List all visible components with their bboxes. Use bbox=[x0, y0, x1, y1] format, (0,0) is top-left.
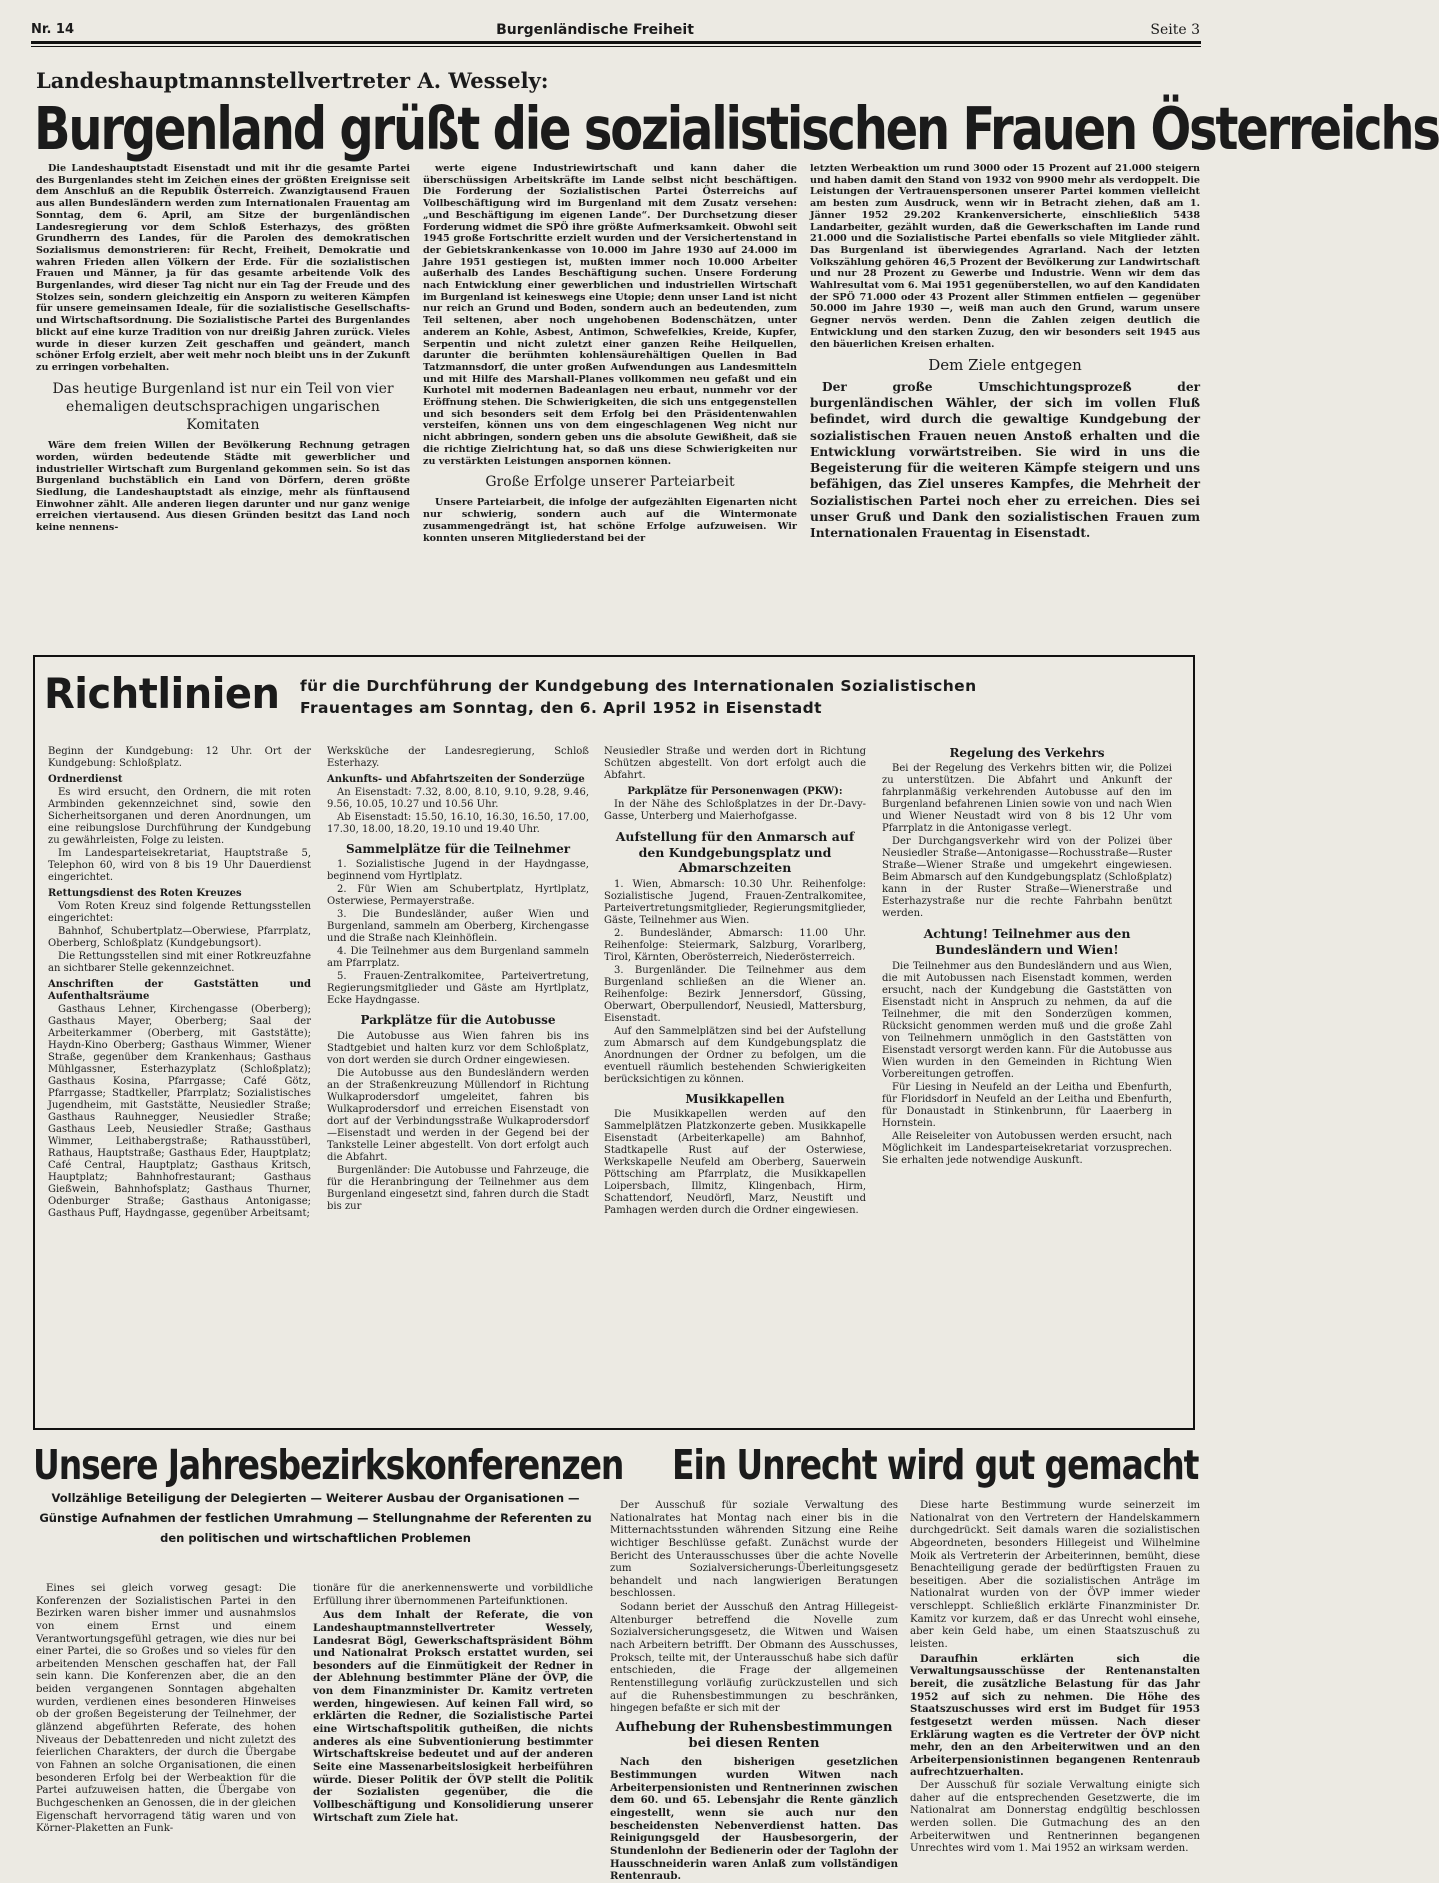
rl-c1-heading-2: Rettungsdienst des Roten Kreuzes bbox=[48, 888, 242, 899]
rl-c4-heading-1: Regelung des Verkehrs bbox=[949, 746, 1105, 760]
jahres-column-1 bbox=[36, 1583, 296, 1835]
lead-col3-text: letzten Werbeaktion um rund 3000 oder 15 Prozent auf 21.000 steigern und haben damit den Stand von 1932 von 9900 mehr als verdoppelt. Die Leistungen der Vertrauenspersonen unserer Partei kommen vielleicht am besten zum Ausdruck, wenn wir in Betracht ziehen, daß am 1. Jänner 1952 29.202 Krankenversicherte, einschließlich 5438 Landarbeiter, gezählt wurden, daß die Gewerkschaften im Lande rund 21.000 und die Sozialistische Partei ebenfalls so viele Mitglieder zählt. Das Burgenland ist überwiegendes Agrarland. Nach der letzten Volkszählung gehören 46,5 Prozent der Bevölkerung zur Landwirtschaft und nur 28 Prozent zu Gewerbe und Industrie. Wenn wir dem das Wahlresultat vom 6. Mai 1951 gegenüberstellen, wo auf den Kandidaten der SPÖ 71.000 oder 43 Prozent aller Stimmen entfielen — gegenüber 50.000 im Jahre 1930 —, weiß man auch den Grund, warum unsere Gegner nervös werden. Denn die Zahlen zeigen deutlich die Entwicklung und den starken Zuzug, den wir besonders seit 1945 aus den bäuerlichen Kreisen erhalten. bbox=[810, 163, 1200, 350]
page-number: Seite 3 bbox=[1150, 22, 1200, 38]
rl-c4-heading-2: Achtung! Teilnehmer aus den Bundesländern und Wien! bbox=[923, 926, 1131, 958]
rl-c1-text-6: Gasthaus Lehner, Kirchengasse (Oberberg); Gasthaus Mayer, Oberberg; Saal der Arbeiterkammer (Oberberg, mit Gaststätte); Haydn-Kino Oberberg; Gasthaus Wimmer, Wiener Straße, gegenüber dem Krankenhaus; Gasthaus Mühlgassner, Esterhazyplatz (Schloßplatz); Gasthaus Kosina, Pfarrgasse; Café Götz, Pfarrgasse; Stadtkeller, Pfarrplatz; Sozialistisches Jugendheim, mit Gaststätte, Neusiedler Straße; Gasthaus Rauhnegger, Neusiedler Straße; Gasthaus Leeb, Neusiedler Straße; Gasthaus Wimmer, Leithabergstraße; Rathausstüberl, Rathaus, Hauptstraße; Gasthaus Eder, Hauptplatz; Café Central, Hauptplatz; Gasthaus Kritsch, Hauptplatz; Bahnhofrestaurant; Gasthaus Gießwein, Bahnhofsplatz; Gasthaus Thurner, Odenburger Straße; Gasthaus Antonigasse; Gasthaus Puff, Haydngasse, gegenüber Arbeitsamt; bbox=[48, 1004, 311, 1219]
rl-c3-text-1: Neusiedler Straße und werden dort in Richtung Schützen abgestellt. Von dort erfolgt auch die Abfahrt. bbox=[604, 746, 866, 781]
rl-c4-text-5: Alle Reiseleiter von Autobussen werden ersucht, nach Möglichkeit im Landesparteisekretariat vorzusprechen. Sie erhalten jede notwendige Auskunft. bbox=[882, 1130, 1172, 1166]
rl-c2-text-3: Ab Eisenstadt: 15.50, 16.10, 16.30, 16.50, 17.00, 17.30, 18.00, 18.20, 19.10 und 19.40 Uhr. bbox=[327, 812, 589, 835]
rl-c2-text-9: Die Autobusse aus Wien fahren bis ins Stadtgebiet und halten kurz vor dem Schloßplatz, von dort werden sie durch Ordner eingewiesen. bbox=[327, 1030, 589, 1066]
rl-c4-text-3: Die Teilnehmer aus den Bundesländern und aus Wien, die mit Autobussen nach Eisenstadt kommen, werden ersucht, nach der Kundgebung die Gaststätten von Eisenstadt nicht in Anspruch zu nehmen, da auf die Teilnehmer, die mit den Sonderzügen kommen, Rücksicht genommen werden muß und die große Zahl von Teilnehmern unmöglich in den Gaststätten von Eisenstadt versorgt werden kann. Für die Autobusse aus Wien wurden in den Gemeinden in Richtung Wien Vorbereitungen getroffen. bbox=[882, 960, 1172, 1080]
rl-c3-text-5: 3. Burgenländer. Die Teilnehmer aus dem Burgenland schließen an die Wiener an. Reihenfolge: Bezirk Jennersdorf, Güssing, Oberwart, Oberpullendorf, Neusiedl, Mattersburg, Eisenstadt. bbox=[604, 964, 866, 1024]
lead-col1-text: Die Landeshauptstadt Eisenstadt und mit ihr die gesamte Partei des Burgenlandes steht im Zeichen eines der größten Ereignisse seit dem Anschluß an die Republik Österreich. Zwanzigtausend Frauen aus allen Bundesländern werden zum Internationalen Frauentag am Sonntag, dem 6. April, am Sitze der burgenländischen Landesregierung vor dem Schloß Esterhazys, des größten Grundherrn des Landes, für die Parolen des demokratischen Sozialismus demonstrieren: für Recht, Freiheit, Demokratie und wahren Frieden allen Völkern der Erde. Für die sozialistischen Frauen und Männer, ja für das gesamte arbeitende Volk des Burgenlandes, wird dieser Tag nicht nur ein Tag der Freude und des Stolzes sein, sondern gleichzeitig ein Ansporn zu weiteren Kämpfen für unsere gemeinsamen Ideale, für die sozialistische Gesellschafts- und Wirtschaftsordnung. Die Sozialistische Partei des Burgenlandes blickt auf eine kurze Tradition von nur dreißig Jahren zurück. Vieles wurde in dieser kurzen Zeit geschaffen und geändert, manch schöner Erfolg erzielt, aber weit mehr noch bleibt uns in der Zukunft zu erringen vorbehalten. bbox=[36, 163, 410, 373]
rl-c1-text-1: Es wird ersucht, den Ordnern, die mit roten Armbinden gekennzeichnet sind, sowie den Sicherheitsorganen und deren Anordnungen, um eine reibungslose Durchführung der Kundgebung zu gewährleisten, Folge zu leisten. bbox=[48, 787, 311, 846]
rl-c1-text-5: Die Rettungsstellen sind mit einer Rotkreuzfahne an sichtbarer Stelle gekennzeichnet. bbox=[48, 951, 311, 974]
jahres-deck: Vollzählige Beteiligung der Delegierten — Weiterer Ausbau der Organisationen — Günstige Aufnahmen der festlichen Umrahmung — Stellungnahme der Referenten zu den politischen und wirtschaftlichen Problemen bbox=[39, 1491, 592, 1546]
lead-column-3 bbox=[810, 163, 1200, 628]
jahres-col2a-text: tionäre für die anerkennenswerte und vorbildliche Erfüllung ihrer übernommenen Parteifunktionen. bbox=[313, 1583, 593, 1607]
unrecht-col1b-text: Sodann beriet der Ausschuß den Antrag Hillegeist-Altenburger betreffend die Novelle zum Sozialversicherungsgesetz, die Witwen und Waisen nach Arbeitern betrifft. Der Obmann des Ausschusses, Proksch, teilte mit, der Unterausschuß habe sich dafür entschieden, die Frage der allgemeinen Rentenstillegung vorläufig zurückzustellen und sich auf die Ruhensbestimmungen zu beschränken, hingegen befaßte er sich mit der bbox=[610, 1602, 898, 1715]
rl-c2-text-1: Werksküche der Landesregierung, Schloß Esterhazy. bbox=[327, 746, 589, 769]
rl-c1-text-4: Bahnhof, Schubertplatz—Oberwiese, Pfarrplatz, Oberberg, Schloßplatz (Kundgebungsort). bbox=[48, 926, 311, 949]
rl-c3-text-7: Die Musikkapellen werden auf den Sammelplätzen Platzkonzerte geben. Musikkapelle Eisenstadt (Arbeiterkapelle) am Bahnhof, Stadtkapelle Rust auf der Osterwiese, Werkskapelle Neufeld am Oberberg, Sauerwein Pöttsching am Pfarrplatz, die Musikkapellen Loipersbach, Illmitz, Klingenbach, Hirm, Schattendorf, Neudörfl, Marz, Neustift und Pamhagen werden durch die Ordner eingewiesen. bbox=[604, 1109, 866, 1217]
richtlinien-column-2 bbox=[327, 746, 589, 1422]
rl-c2-text-5: 2. Für Wien am Schubertplatz, Hyrtlplatz, Osterwiese, Permayerstraße. bbox=[327, 884, 589, 908]
rl-c2-text-8: 5. Frauen-Zentralkomitee, Parteivertretung, Regierungsmitglieder und Gäste am Hyrtlplatz, Ecke Haydngasse. bbox=[327, 971, 589, 1007]
richtlinien-subtitle bbox=[300, 675, 1180, 720]
rl-c4-text-2: Der Durchgangsverkehr wird von der Polizei über Neusiedler Straße—Antonigasse—Rochusstraße—Ruster Straße—Wiener Straße und umgekehrt eingewiesen. Beim Abmarsch auf den Kundgebungsplatz (Schloßplatz) kann in der Ruster Straße—Wienerstraße und Esterhazystraße nur die rechte Fahrbahn benützt werden. bbox=[882, 836, 1172, 920]
rl-c1-heading-3: Anschriften der Gaststätten und Aufenthaltsräume bbox=[48, 979, 311, 1002]
richtlinien-column-1 bbox=[48, 746, 311, 1422]
rl-c3-heading-3: Musikkapellen bbox=[685, 1091, 785, 1106]
masthead-rule bbox=[31, 41, 1201, 44]
issue-number: Nr. 14 bbox=[31, 22, 74, 37]
rl-c1-text-2: Im Landesparteisekretariat, Hauptstraße 5, Telephon 60, wird von 8 bis 19 Uhr Dauerdienst eingerichtet. bbox=[48, 848, 311, 883]
rl-c2-text-7: 4. Die Teilnehmer aus dem Burgenland sammeln am Pfarrplatz. bbox=[327, 946, 589, 970]
rl-c1-intro: Beginn der Kundgebung: 12 Uhr. Ort der Kundgebung: Schloßplatz. bbox=[48, 746, 311, 769]
rl-c2-text-6: 3. Die Bundesländer, außer Wien und Burgenland, sammeln am Oberberg, Kirchengasse und die Straße nach Kleinhöflein. bbox=[327, 909, 589, 945]
rl-c2-heading-1: Ankunfts- und Abfahrtszeiten der Sonderzüge bbox=[327, 774, 585, 785]
unrecht-headline: Ein Unrecht wird gut gemacht bbox=[672, 1440, 1199, 1489]
lead-subhead-1: Das heutige Burgenland ist nur ein Teil von vier ehemaligen deutschsprachigen ungarischen Komitaten bbox=[52, 380, 394, 434]
rl-c4-text-4: Für Liesing in Neufeld an der Leitha und Ebenfurth, für Floridsdorf in Neufeld an der Leitha und Ebenfurth, für Donaustadt in Stinkenbrunn, für Laaerberg in Hornstein. bbox=[882, 1081, 1172, 1129]
rl-c3-text-6: Auf den Sammelplätzen sind bei der Aufstellung zum Abmarsch auf dem Kundgebungsplatz die Anordnungen der Ordner zu befolgen, um die eventuell räumlich bestehenden Schwierigkeiten berücksichtigen zu können. bbox=[604, 1025, 866, 1085]
rl-c2-text-4: 1. Sozialistische Jugend in der Haydngasse, beginnend vom Hyrtlplatz. bbox=[327, 859, 589, 883]
rl-c3-heading-1: Parkplätze für Personenwagen (PKW): bbox=[627, 786, 843, 797]
rl-c2-text-10: Die Autobusse aus den Bundesländern werden an der Straßenkreuzung Müllendorf in Richtung Wulkaprodersdorf umgeleitet, fahren bis Wulkaprodersdorf und erreichen Eisenstadt von dort auf der Verbindungsstraße Wulkaprodersdorf—Eisenstadt und werden in der Gegend bei der Tankstelle Leiner abgestellt. Von dort erfolgt auch die Abfahrt. bbox=[327, 1067, 589, 1163]
rl-c3-text-2: In der Nähe des Schloßplatzes in der Dr.-Davy-Gasse, Unterberg und Maierhofgasse. bbox=[604, 799, 866, 822]
unrecht-column-2 bbox=[910, 1500, 1200, 1855]
unrecht-col1-text: Der Ausschuß für soziale Verwaltung des Nationalrates hat Montag nach einer bis in die Mitternachtsstunden währenden Sitzung eine Reihe wichtiger Beschlüsse gefaßt. Zunächst wurde der Bericht des Unterausschusses über die achte Novelle zum Sozialversicherungs-Überleitungsgesetz behandelt und nach langwierigen Beratungen beschlossen. bbox=[610, 1500, 898, 1600]
rl-c1-text-3: Vom Roten Kreuz sind folgende Rettungsstellen eingerichtet: bbox=[48, 901, 311, 924]
masthead-rule-thin bbox=[31, 46, 1201, 47]
jahres-col2b-text: Aus dem Inhalt der Referate, die von Landeshauptmannstellvertreter Wessely, Landesrat Bögl, Gewerkschaftspräsident Böhm und Nationalrat Proksch erstattet wurden, sei besonders auf die Einmütigkeit der Redner in der Ablehnung bestimmter Pläne der ÖVP, die von dem Finanzminister Dr. Kamitz vertreten werden, hingewiesen. Auf keinen Fall wird, so erklärten die Redner, die Sozialistische Partei eine Wirtschaftspolitik gutheißen, die nichts anderes als eine Subventionierung bestimmter Wirtschaftskreise bedeutet und auf der anderen Seite eine Massenarbeitslosigkeit herbeiführen würde. Dieser Politik der ÖVP stellt die Politik der Sozialisten gegenüber, die die Vollbeschäftigung und Konsolidierung unserer Wirtschaft zum Ziele hat. bbox=[313, 1609, 593, 1824]
rl-c2-text-11: Burgenländer: Die Autobusse und Fahrzeuge, die für die Heranbringung der Teilnehmer aus dem Burgenland eingesetzt sind, fahren durch die Stadt bis zur bbox=[327, 1164, 589, 1212]
jahres-column-2 bbox=[313, 1583, 593, 1824]
unrecht-col2c-text: Der Ausschuß für soziale Verwaltung einigte sich daher auf die entsprechenden Gesetzwerte, die im Nationalrat am Donnerstag endgültig beschlossen werden sollen. Die Gutmachung des an den Arbeiterwitwen und Rentnerinnen begangenen Unrechtes wird vom 1. Mai 1952 an wirksam werden. bbox=[910, 1780, 1200, 1855]
lead-subhead-3: Dem Ziele entgegen bbox=[928, 356, 1082, 375]
richtlinien-title: Richtlinien bbox=[44, 670, 280, 719]
rl-c3-heading-2: Aufstellung für den Anmarsch auf den Kundgebungsplatz und Abmarschzeiten bbox=[615, 829, 855, 876]
rl-c1-heading-1: Ordnerdienst bbox=[48, 774, 123, 785]
unrecht-subhead: Aufhebung der Ruhensbestimmungen bei diesen Renten bbox=[615, 1719, 893, 1752]
lead-subhead-2: Große Erfolge unserer Parteiarbeit bbox=[485, 474, 735, 491]
richtlinien-column-3 bbox=[604, 746, 866, 1422]
unrecht-column-1 bbox=[610, 1500, 898, 1883]
unrecht-col1c-text: Nach den bisherigen gesetzlichen Bestimmungen wurden Witwen nach Arbeiterpensionisten und Rentnerinnen zwischen dem 60. und 65. Lebensjahr die Rente gänzlich eingestellt, wenn sie auch nur den bescheidensten Nebenverdienst hatten. Das Reinigungsgeld der Hausbesorgerin, der Stundenlohn der Bedienerin oder der Taglohn der Hausschneiderin waren Anlaß zum vollständigen Rentenraub. bbox=[610, 1756, 898, 1883]
rl-c2-heading-3: Parkplätze für die Autobusse bbox=[360, 1013, 556, 1028]
richtlinien-subtitle-line-1: für die Durchführung der Kundgebung des Internationalen Sozialistischen bbox=[300, 677, 977, 695]
lead-col1b-text: Wäre dem freien Willen der Bevölkerung Rechnung getragen worden, würden bedeutende Städte mit gewerblicher und industrieller Wirtschaft zum Burgenland gekommen sein. So ist das Burgenland buchstäblich ein Land von Dörfern, deren größte Siedlung, die Landeshauptstadt als einzige, mehr als fünftausend Einwohner zählt. Alle anderen liegen darunter und nur ganz wenige erreichen viertausend. Aus diesen Gründen besitzt das Land noch keine nennens- bbox=[36, 440, 410, 534]
rl-c2-heading-2: Sammelplätze für die Teilnehmer bbox=[345, 842, 571, 856]
rl-c3-text-3: 1. Wien, Abmarsch: 10.30 Uhr. Reihenfolge: Sozialistische Jugend, Frauen-Zentralkomitee, Parteivertretungsmitglieder, Regierungsmitglieder, Gäste, Teilnehmer aus Wien. bbox=[604, 878, 866, 926]
lead-col2b-text: Unsere Parteiarbeit, die infolge der aufgezählten Eigenarten nicht nur schwierig, sondern auch auf die Wintermonate zusammengedrängt ist, hat schöne Erfolge aufzuweisen. Wir konnten unseren Mitgliederstand bei der bbox=[423, 497, 797, 544]
lead-kicker: Landeshauptmannstellvertreter A. Wessely: bbox=[36, 68, 549, 93]
rl-c2-text-2: An Eisenstadt: 7.32, 8.00, 8.10, 9.10, 9.28, 9.46, 9.56, 10.05, 10.27 und 10.56 Uhr. bbox=[327, 787, 589, 810]
richtlinien-column-4 bbox=[882, 746, 1172, 1422]
jahres-headline: Unsere Jahresbezirkskonferenzen bbox=[33, 1440, 624, 1489]
rl-c4-text-1: Bei der Regelung des Verkehrs bitten wir, die Polizei zu unterstützen. Die Abfahrt und Ankunft der fahrplanmäßig verkehrenden Autobusse auf den im Burgenland befahrenen Linien sowie von und nach Wien und Wiener Neustadt wird von 8 bis 12 Uhr vom Pfarrplatz in die Antonigasse verlegt. bbox=[882, 763, 1172, 835]
paper-name: Burgenländische Freiheit bbox=[496, 22, 694, 38]
lead-column-2 bbox=[423, 163, 797, 628]
unrecht-col2-text: Diese harte Bestimmung wurde seinerzeit im Nationalrat von den Vertretern der Handelskammern durchgedrückt. Seit damals waren die sozialistischen Abgeordneten, besonders Hillegeist und Wilhelmine Moik als Vertreterin der Arbeiterinnen, bemüht, diese Benachteiligung gerade der bedürftigsten Frauen zu beseitigen. Aber die sozialistischen Anträge im Nationalrat wurden von der ÖVP immer wieder verschleppt. Schließlich erklärte Finanzminister Dr. Kamitz vor kurzem, daß er das Unrecht wohl einsehe, aber kein Geld habe, um einen Staatszuschuß zu leisten. bbox=[910, 1500, 1200, 1651]
rl-c3-text-4: 2. Bundesländer, Abmarsch: 11.00 Uhr. Reihenfolge: Steiermark, Salzburg, Vorarlberg, Tirol, Kärnten, Oberösterreich, Niederösterreich. bbox=[604, 927, 866, 963]
lead-col3b-text: Der große Umschichtungsprozeß der burgenländischen Wähler, der sich im vollen Fluß befindet, wird durch die gewaltige Kundgebung der sozialistischen Frauen neuen Anstoß erhalten und die Entwicklung vorwärtstreiben. Sie wird in uns die Begeisterung für die weiteren Kämpfe steigern und uns befähigen, das Ziel unseres Kampfes, die Mehrheit der Sozialistischen Partei noch eher zu erreichen. Dies sei unser Gruß und Dank den sozialistischen Frauen zum Internationalen Frauentag in Eisenstadt. bbox=[810, 380, 1200, 540]
lead-headline: Burgenland grüßt die sozialistischen Frauen Österreichs bbox=[34, 95, 1439, 164]
lead-col2-text: werte eigene Industriewirtschaft und kann daher die überschüssigen Arbeitskräfte im Lande selbst nicht beschäftigen. Die Forderung der Sozialistischen Partei Österreichs auf Vollbeschäftigung wird im Burgenland mit dem Zusatz versehen: „und Beschäftigung im eigenen Lande“. Der Durchsetzung dieser Forderung widmet die SPÖ ihre größte Aufmerksamkeit. Obwohl seit 1945 große Fortschritte erzielt wurden und der Versichertenstand in der Gebietskrankenkasse von 10.000 im Jahre 1930 auf 24.000 im Jahre 1951 gestiegen ist, mußten immer noch 10.000 Arbeiter außerhalb des Landes Beschäftigung suchen. Unsere Forderung nach Entwicklung einer gewerblichen und industriellen Wirtschaft im Burgenland ist keineswegs eine Utopie; denn unser Land ist nicht nur reich an Grund und Boden, sondern auch an bedeutenden, zum Teil seltenen, aber noch ungehobenen Bodenschätzen, unter anderem an Kohle, Asbest, Antimon, Schwefelkies, Kreide, Kupfer, Serpentin und nicht zuletzt einer ganzen Reihe Heilquellen, darunter die berühmten kohlensäurehältigen Quellen in Bad Tatzmannsdorf, die unter großen Aufwendungen aus Landesmitteln und mit Hilfe des Marshall-Planes vollkommen neu gefaßt und ein Kurhotel mit modernen Badeanlagen neu erbaut, nunmehr vor der Eröffnung stehen. Die Schwierigkeiten, die sich uns entgegenstellen und sich besonders seit dem Erfolg bei den Präsidentenwahlen versteifen, können uns von dem eingeschlagenen Weg nicht nur nicht abbringen, sondern geben uns die absolute Gewißheit, daß sie die richtige Zielrichtung hat, so daß uns diese Schwierigkeiten nur zu verstärkten Leistungen anspornen können. bbox=[423, 163, 797, 467]
richtlinien-subtitle-line-2: Frauentages am Sonntag, den 6. April 1952 in Eisenstadt bbox=[300, 699, 822, 718]
lead-column-1 bbox=[36, 163, 410, 628]
jahres-col1-text: Eines sei gleich vorweg gesagt: Die Konferenzen der Sozialistischen Partei in den Bezirken waren bisher immer und ausnahmslos von einem Ernst und einem Verantwortungsgefühl getragen, wie dies nur bei einer Partei, die so Großes und so vieles für den arbeitenden Menschen geschaffen hat, der Fall sein kann. Die Konferenzen aber, die an den beiden vergangenen Sonntagen abgehalten wurden, verdienen eines besonderen Hinweises ob der großen Begeisterung der Teilnehmer, der glänzend abgeführten Referate, des hohen Niveaus der Debattenreden und nicht zuletzt des feierlichen Charakters, der durch die Übergabe von Fahnen an solche Organisationen, die einen besonderen Erfolg bei der Werbeaktion für die Partei aufzuweisen hatten, die Übergabe von Buchgeschenken an Genossen, die in der gleichen Eigenschaft hervorragend tätig waren und von Körner-Plaketten an Funk- bbox=[36, 1583, 296, 1835]
unrecht-col2b-text: Daraufhin erklärten sich die Verwaltungsausschüsse der Rentenanstalten bereit, die zusätzliche Belastung für das Jahr 1952 auf sich zu nehmen. Die Höhe des Staatszuschusses wird erst im Budget für 1953 festgesetzt werden müssen. Nach dieser Erklärung wagten es die Vertreter der ÖVP nicht mehr, den an den Arbeiterwitwen und an den Arbeiterpensionistinnen begangenen Rentenraub aufrechtzuerhalten. bbox=[910, 1652, 1200, 1779]
